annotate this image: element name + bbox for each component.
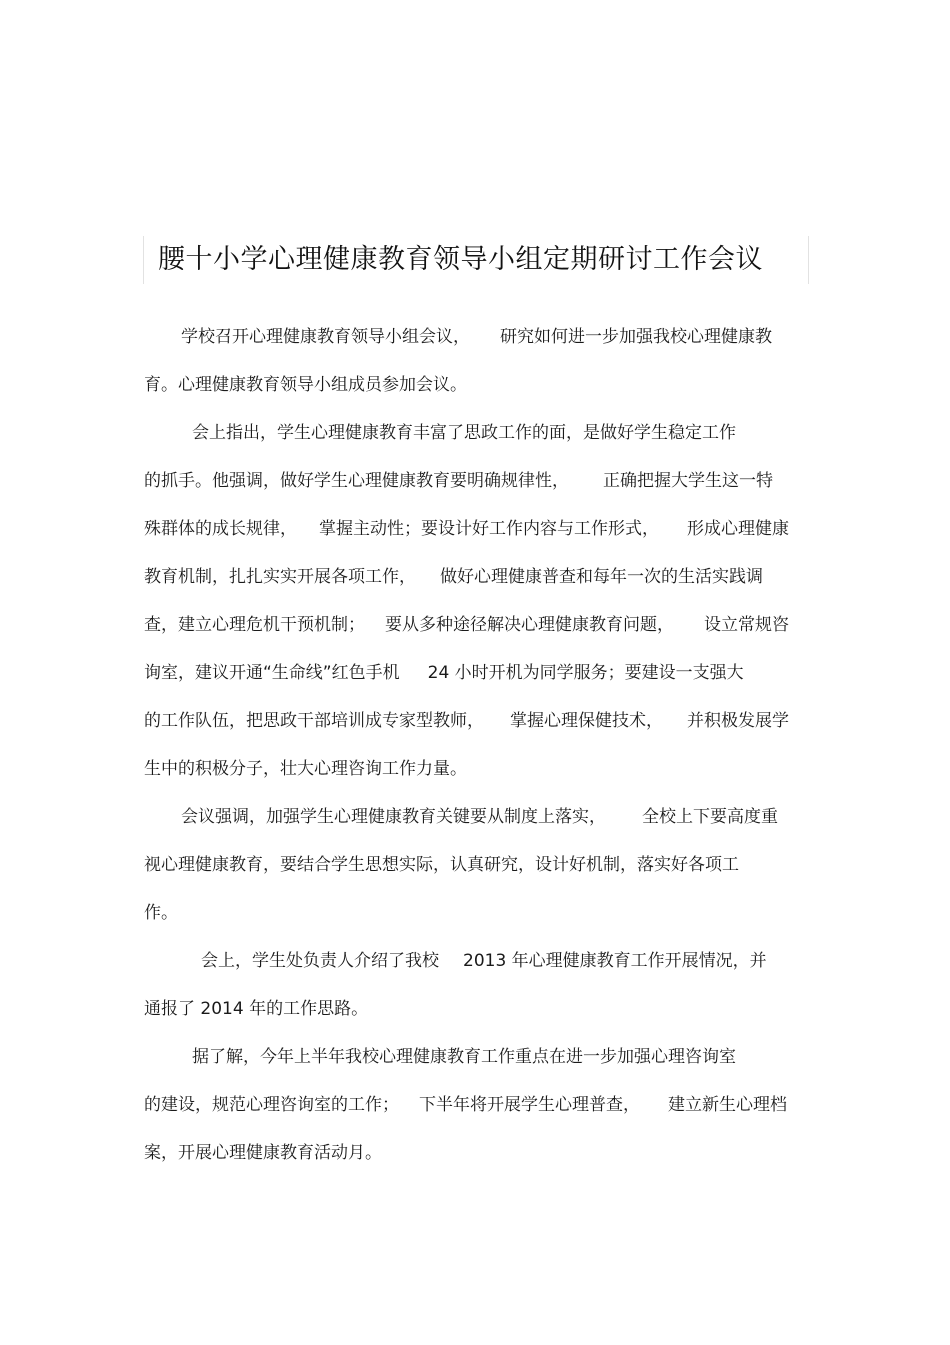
paragraph-line bbox=[201, 949, 767, 973]
text-segment: 通报了 2014 年的工作思路。 bbox=[144, 999, 369, 1019]
text-segment: 建立新生心理档 bbox=[668, 1095, 787, 1115]
text-segment: 案，开展心理健康教育活动月。 bbox=[144, 1143, 382, 1163]
text-segment: 要从多种途径解决心理健康教育问题， bbox=[385, 615, 674, 635]
text-segment: 作。 bbox=[144, 903, 178, 923]
text-segment: 掌握心理保健技术， bbox=[510, 711, 663, 731]
text-segment: 育。心理健康教育领导小组成员参加会议。 bbox=[144, 375, 467, 395]
paragraph-line bbox=[144, 997, 368, 1021]
paragraph-line bbox=[192, 1045, 736, 1069]
paragraph-line bbox=[144, 661, 744, 685]
text-segment: 下半年将开展学生心理普查， bbox=[419, 1095, 640, 1115]
text-segment: 查，建立心理危机干预机制； bbox=[144, 615, 365, 635]
text-segment: 设立常规咨 bbox=[704, 615, 789, 635]
text-segment: 形成心理健康 bbox=[687, 519, 789, 539]
text-segment: 教育机制，扎扎实实开展各项工作， bbox=[144, 567, 416, 587]
text-segment: 的工作队伍，把思政干部培训成专家型教师， bbox=[144, 711, 484, 731]
text-segment: 会上，学生处负责人介绍了我校 bbox=[201, 951, 439, 971]
text-segment: 殊群体的成长规律， bbox=[144, 519, 297, 539]
text-segment: 的建设，规范心理咨询室的工作； bbox=[144, 1095, 399, 1115]
text-segment: 生中的积极分子，壮大心理咨询工作力量。 bbox=[144, 759, 467, 779]
text-segment: 学校召开心理健康教育领导小组会议， bbox=[181, 327, 470, 347]
text-segment: 2013 年心理健康教育工作开展情况，并 bbox=[463, 951, 767, 971]
text-segment: 会上指出，学生心理健康教育丰富了思政工作的面，是做好学生稳定工作 bbox=[192, 423, 736, 443]
paragraph-line bbox=[144, 757, 467, 781]
paragraph-line bbox=[144, 469, 773, 493]
paragraph-line bbox=[144, 1141, 382, 1165]
text-segment: 询室，建议开通“生命线”红色手机 bbox=[144, 663, 400, 683]
text-segment: 掌握主动性；要设计好工作内容与工作形式， bbox=[319, 519, 659, 539]
paragraph-line bbox=[144, 901, 178, 925]
text-segment: 据了解，今年上半年我校心理健康教育工作重点在进一步加强心理咨询室 bbox=[192, 1047, 736, 1067]
text-segment: 并积极发展学 bbox=[687, 711, 789, 731]
paragraph-line bbox=[192, 421, 736, 445]
text-segment: 研究如何进一步加强我校心理健康教 bbox=[500, 327, 772, 347]
paragraph-line bbox=[144, 565, 763, 589]
paragraph-line bbox=[144, 613, 789, 637]
paragraph-line bbox=[144, 373, 467, 397]
paragraph-line bbox=[181, 325, 772, 349]
paragraph-line bbox=[144, 1093, 787, 1117]
paragraph-line bbox=[144, 709, 789, 733]
paragraph-line bbox=[144, 517, 789, 541]
title-frame bbox=[143, 236, 809, 284]
text-segment: 会议强调，加强学生心理健康教育关键要从制度上落实， bbox=[181, 807, 606, 827]
text-segment: 做好心理健康普查和每年一次的生活实践调 bbox=[440, 567, 763, 587]
text-segment: 正确把握大学生这一特 bbox=[603, 471, 773, 491]
text-segment: 24 小时开机为同学服务；要建设一支强大 bbox=[427, 663, 744, 683]
text-segment: 全校上下要高度重 bbox=[642, 807, 778, 827]
text-segment: 视心理健康教育，要结合学生思想实际，认真研究，设计好机制，落实好各项工 bbox=[144, 855, 739, 875]
paragraph-line bbox=[144, 853, 739, 877]
text-segment: 的抓手。他强调，做好学生心理健康教育要明确规律性， bbox=[144, 471, 569, 491]
paragraph-line bbox=[181, 805, 778, 829]
document-title: 腰十小学心理健康教育领导小组定期研讨工作会议 bbox=[158, 244, 763, 275]
